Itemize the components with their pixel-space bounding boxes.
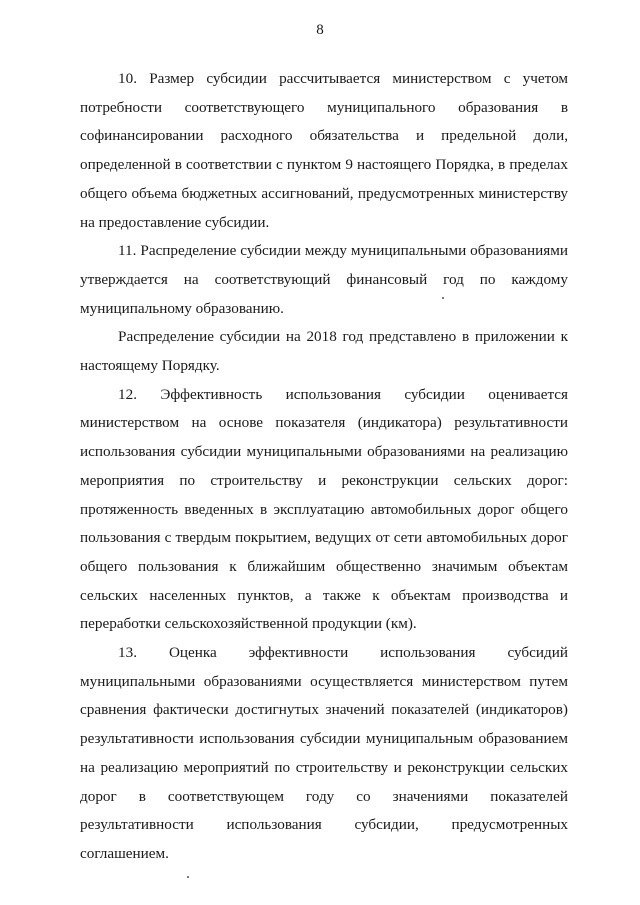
page-number: 8 <box>316 22 324 38</box>
paragraph-10: 10. Размер субсидии рассчитывается министерством с учетом потребности соответствующего муниципального образования в софинансировании расходного обязательства и предельной доли, определенной в соответствии с пунктом 9 настоящего Порядка, в пределах общего объема бюджетных ассигнований, предусмотренных министерству на предоставление субсидии. <box>80 70 568 231</box>
paragraph-13: 13. Оценка эффективности использования субсидий муниципальными образованиями осуществляется министерством путем сравнения фактически достигнутых значений показателей (индикаторов) результативности использования субсидии муниципальным образованием на реализацию мероприятий по строительству и реконструкции сельских дорог в соответствующем году со значениями показателей результативности использования субсидии, предусмотренных соглашением. <box>80 644 568 862</box>
paragraph-11: 11. Распределение субсидии между муниципальными образованиями утверждается на соответствующий финансовый год по каждому муниципальному образованию. <box>80 242 568 317</box>
scan-speck <box>187 876 189 878</box>
document-body <box>80 65 568 869</box>
paragraph-distribution: Распределение субсидии на 2018 год представлено в приложении к настоящему Порядку. <box>80 328 568 375</box>
scan-speck <box>442 297 444 299</box>
paragraph-12: 12. Эффективность использования субсидии оценивается министерством на основе показателя (индикатора) результативности использования субсидии муниципальными образованиями на реализацию мероприятия по строительству и реконструкции сельских дорог: протяженность введенных в эксплуатацию автомобильных дорог общего пользования с твердым покрытием, ведущих от сети автомобильных дорог общего пользования к ближайшим общественно значимым объектам сельских населенных пунктов, а также к объектам производства и переработки сельскохозяйственной продукции (км). <box>80 385 568 633</box>
